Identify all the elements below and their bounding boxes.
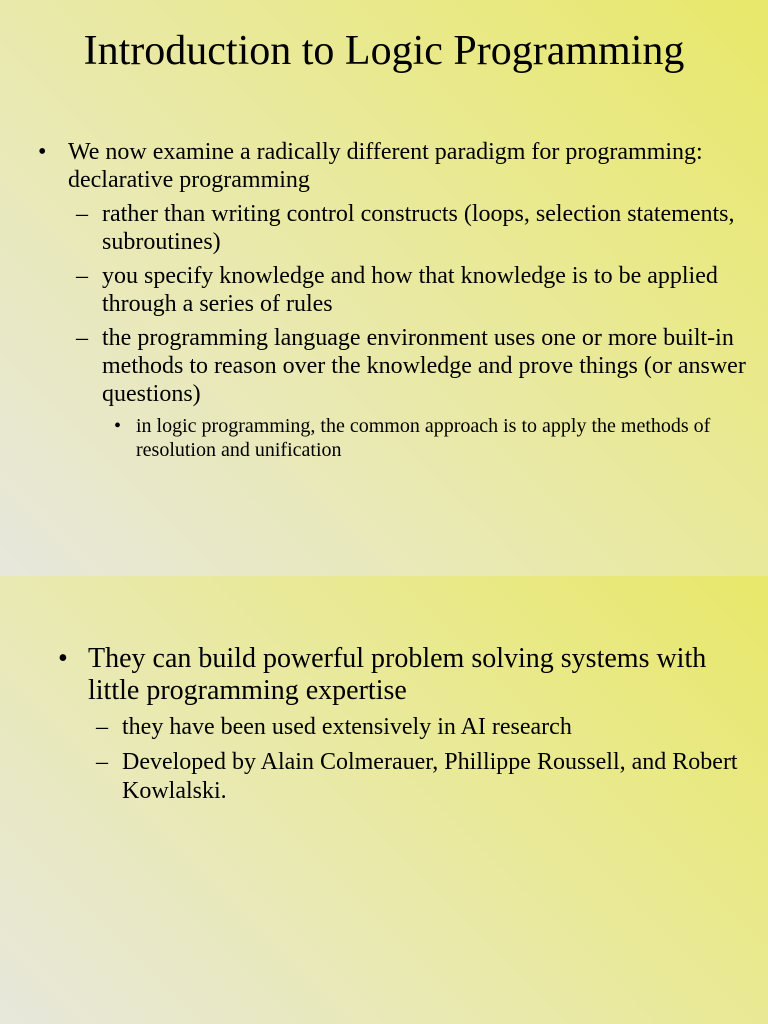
bullet-marker: • [114, 415, 122, 437]
sub-bullet-item [58, 713, 748, 742]
sub-sub-bullet-item [38, 414, 753, 462]
bullet-text: We now examine a radically different paradigm for programming: declarative programming [68, 139, 703, 193]
bullet-marker: • [58, 643, 68, 674]
sub-bullet-text: Developed by Alain Colmerauer, Phillippe Roussell, and Robert Kowlalski. [122, 749, 738, 804]
sub-bullet-item [38, 262, 753, 318]
sub-bullet-text: the programming language environment uses one or more built-in methods to reason over the knowledge and prove things (or answer questions) [102, 325, 746, 407]
bullet-list [38, 138, 753, 462]
bullet-marker: • [38, 139, 47, 165]
dash-marker: – [96, 714, 108, 740]
slide-title: Introduction to Logic Programming [83, 28, 685, 74]
sub-bullet-item [38, 200, 753, 256]
bullet-item [38, 138, 753, 194]
sub-bullet-item [38, 324, 753, 408]
sub-sub-bullet-text: in logic programming, the common approach is to apply the methods of resolution and unification [136, 415, 711, 461]
slide-2 [0, 576, 768, 1024]
sub-bullet-item [58, 748, 748, 806]
bullet-list [58, 643, 748, 806]
bullet-text: They can build powerful problem solving systems with little programming expertise [88, 643, 707, 706]
dash-marker: – [76, 201, 88, 227]
dash-marker: – [76, 325, 88, 351]
dash-marker: – [76, 263, 88, 289]
sub-bullet-text: you specify knowledge and how that knowledge is to be applied through a series of rules [102, 263, 718, 317]
sub-bullet-text: rather than writing control constructs (loops, selection statements, subroutines) [102, 201, 735, 255]
sub-bullet-text: they have been used extensively in AI research [122, 714, 572, 740]
bullet-item [58, 643, 748, 707]
dash-marker: – [96, 749, 108, 775]
